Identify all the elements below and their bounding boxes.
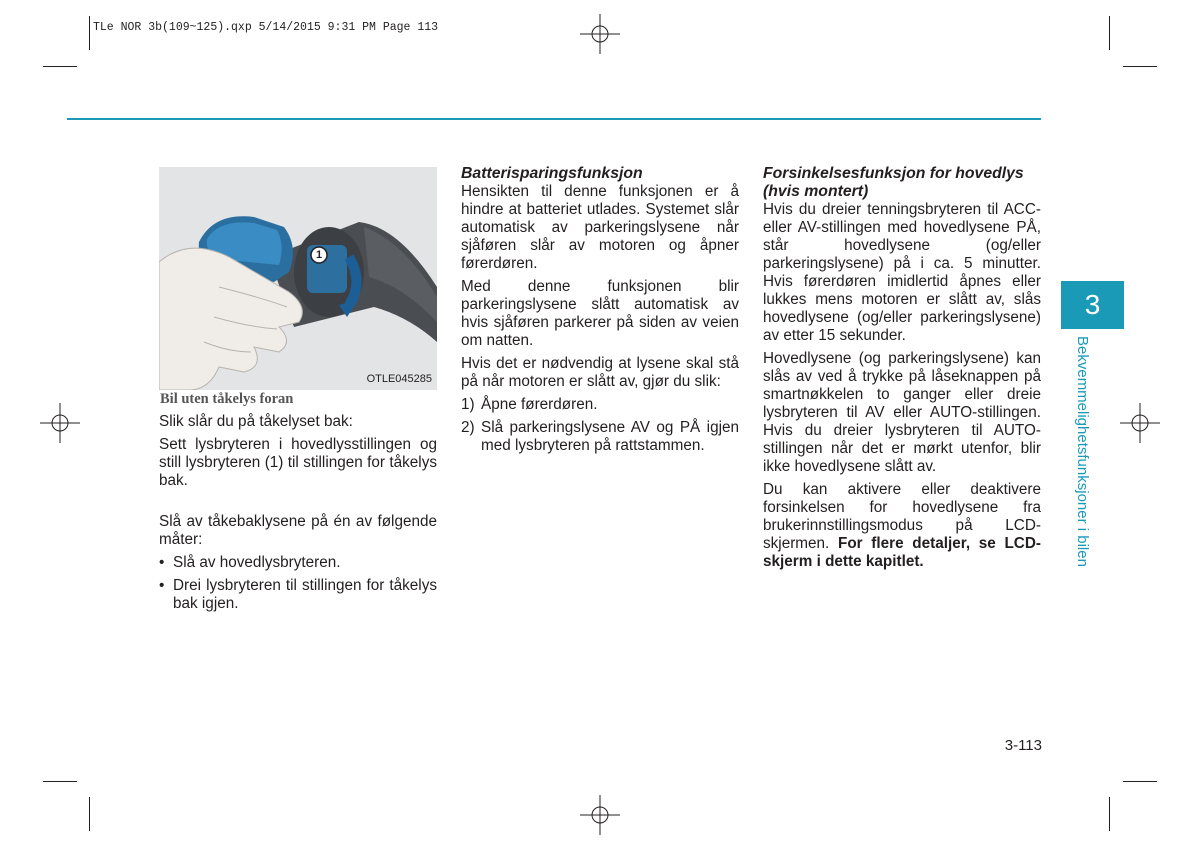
column-2	[461, 165, 739, 460]
section-heading: Batterisparingsfunksjon	[461, 165, 643, 182]
paragraph: Hensikten til denne funksjonen er å hindre at batteriet utlades. Systemet slår automatisk av parkeringslysene når sjåføren slår av motoren og åpner førerdøren.	[461, 183, 739, 272]
paragraph-text: Du kan aktivere eller deaktivere forsinkelsen for hovedlysene fra brukerinnstillingsmodus på LCD-skjermen.	[763, 481, 1041, 552]
step-marker: 1)	[461, 396, 475, 413]
paragraph: Sett lysbryteren i hovedlysstillingen og still lysbryteren (1) til stillingen for tåkelys bak.	[159, 436, 437, 489]
light-switch-illustration	[159, 167, 437, 390]
paragraph: Hvis du dreier tenningsbryteren til ACC- eller AV-stillingen med hovedlysene PÅ, står hovedlysene (og/eller parkeringslysene) på i ca. 5 minutter. Hvis førerdøren imidlertid åpnes eller lukkes mens motoren er slått av, slås hovedlysene (og/eller parkeringslysene) av etter 15 sekunder.	[763, 201, 1041, 344]
figure-caption: Bil uten tåkelys foran	[160, 391, 294, 407]
crop-mark-bottom-left-h	[43, 781, 77, 782]
list-item	[159, 577, 437, 613]
bullet-marker: •	[159, 554, 165, 571]
chapter-number: 3	[1084, 289, 1101, 320]
list-item	[461, 419, 739, 455]
registration-mark-right	[1120, 403, 1160, 443]
crop-mark-top-right-v	[1109, 16, 1110, 50]
list-item	[159, 554, 437, 572]
column-1	[159, 413, 437, 618]
crop-mark-bottom-right-h	[1123, 781, 1157, 782]
crop-mark-top-left-h	[43, 66, 77, 67]
figure-callout-1: 1	[315, 249, 323, 261]
paragraph: Slik slår du på tåkelyset bak:	[159, 413, 353, 430]
print-header: TLe NOR 3b(109~125).qxp 5/14/2015 9:31 PM Page 113	[93, 21, 439, 34]
column-3	[763, 165, 1041, 576]
list-item-text: Slå av hovedlysbryteren.	[173, 554, 341, 571]
crop-mark-top-right-h	[1123, 66, 1157, 67]
registration-mark-left	[40, 403, 80, 443]
list-item-text: Åpne førerdøren.	[481, 396, 598, 413]
paragraph: Med denne funksjonen blir parkeringslysene slått automatisk av hvis sjåføren parkerer på siden av veien om natten.	[461, 278, 739, 349]
header-rule	[67, 118, 1041, 120]
bullet-list	[159, 554, 437, 613]
crop-mark-bottom-right-v	[1109, 797, 1110, 831]
registration-mark-bottom	[580, 795, 620, 835]
page-number: 3-113	[1004, 737, 1042, 754]
crop-mark-bottom-left-v	[89, 797, 90, 831]
step-marker: 2)	[461, 419, 475, 436]
section-heading: Forsinkelsesfunksjon for hovedlys (hvis montert)	[763, 165, 1024, 200]
list-item-text: Drei lysbryteren til stillingen for tåkelys bak igjen.	[173, 577, 437, 612]
list-item-text: Slå parkeringslysene AV og PÅ igjen med lysbryteren på rattstammen.	[481, 419, 739, 454]
paragraph: Hvis det er nødvendig at lysene skal stå på når motoren er slått av, gjør du slik:	[461, 355, 739, 390]
figure-code: OTLE045285	[366, 373, 432, 385]
chapter-tab	[1061, 281, 1124, 329]
chapter-title: Bekvemmelighetsfunksjoner i bilen	[1074, 336, 1091, 567]
list-item	[461, 396, 739, 414]
numbered-list	[461, 396, 739, 455]
paragraph	[763, 481, 1041, 571]
paragraph: Slå av tåkebaklysene på én av følgende måter:	[159, 513, 437, 548]
light-switch-figure	[159, 167, 437, 390]
crop-mark-top-left-v	[89, 16, 90, 50]
bullet-marker: •	[159, 577, 165, 594]
paragraph: Hovedlysene (og parkeringslysene) kan slås av ved å trykke på låseknappen på smartnøkkelen to ganger eller dreie lysbryteren til AV eller AUTO-stillingen. Hvis du dreier lysbryteren til AUTO-stillingen når det er mørkt utenfor, blir ikke hovedlysene slått av.	[763, 350, 1041, 475]
registration-mark-top	[580, 14, 620, 54]
cross-reference: For flere detaljer, se LCD-skjerm i dette kapitlet.	[763, 535, 1041, 570]
